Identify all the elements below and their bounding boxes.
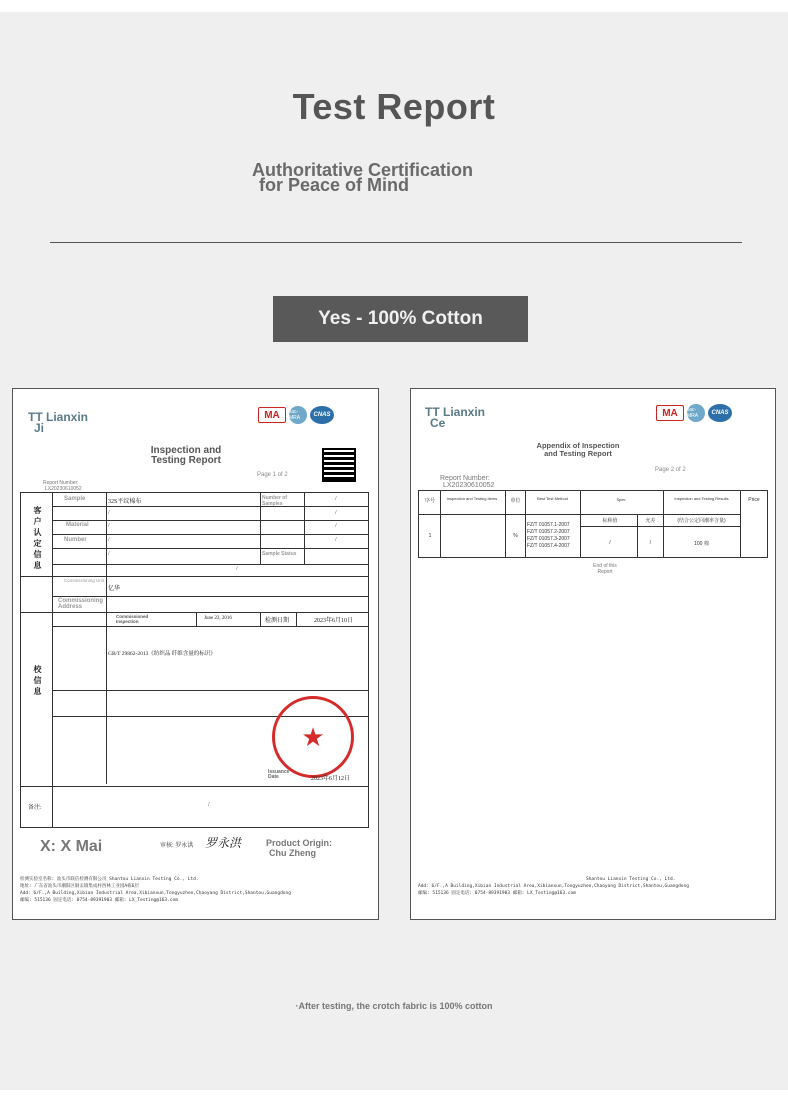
form-row-divider xyxy=(52,506,369,507)
address-line: 检测实验室名称: 汕头市联信检测有限公司 Shantou Lianxin Testing Co., Ltd. xyxy=(20,877,199,882)
row-nominal: / xyxy=(609,540,611,546)
report-number-label: Report Number: xyxy=(440,475,490,482)
address-line: Shantou Lianxin Testing Co., Ltd. xyxy=(586,877,676,882)
brand-line-2: Ji xyxy=(34,421,45,435)
report-number-label: Report Number: xyxy=(43,480,79,486)
method-line: FZ/T 01057.2-2007 xyxy=(527,529,570,535)
row-tolerance: / xyxy=(649,540,652,546)
form-col-divider xyxy=(196,612,197,626)
cnas-logo-icon: CNAS xyxy=(708,404,732,422)
slash: / xyxy=(236,566,238,572)
header-spec: Spec xyxy=(616,497,626,502)
divider xyxy=(50,242,742,243)
product-origin xyxy=(266,838,332,858)
address-line: Add: 6/F.,A Building,Xibian Industrial Area,Xibianxun,Tongyuzhen,Chaoyang District,Shantou,Guangdong xyxy=(20,891,291,896)
accreditation-logos xyxy=(258,406,334,424)
table-col-divider xyxy=(740,490,741,558)
lab-address xyxy=(418,876,770,897)
sample-value: 32S平纹棉布 xyxy=(108,499,142,505)
end-of-report xyxy=(580,563,630,575)
reviewer-name: 罗永洪 xyxy=(175,843,194,849)
ma-logo-icon: MA xyxy=(258,407,286,423)
slash: / xyxy=(108,537,110,543)
form-row-divider xyxy=(52,564,369,565)
report-number: LX20230610052 xyxy=(443,482,495,489)
commissioned-inspection-value: June 23, 2016 xyxy=(204,616,232,621)
address-line: 邮编: 515136 固定电话: 0754-89391903 邮箱: LX_Testing@163.com xyxy=(20,898,178,903)
sample-label: Sample xyxy=(64,496,86,502)
appendix-title xyxy=(520,442,636,458)
origin-label: Product Origin: xyxy=(266,838,332,848)
origin-value: Chu Zheng xyxy=(269,848,316,858)
inspection-date-label: 检测日期 xyxy=(265,618,290,624)
qr-code-icon xyxy=(322,448,356,482)
signature: 罗永洪 xyxy=(205,836,242,850)
form-row-divider xyxy=(20,786,369,787)
report-title-line-2: Testing Report xyxy=(151,455,221,466)
ilac-logo-icon: ilac-MRA xyxy=(687,404,705,422)
appendix-title-line-1: Appendix of Inspection xyxy=(536,441,620,450)
form-row-divider xyxy=(52,534,369,535)
form-row-divider xyxy=(52,690,369,691)
row-no: 1 xyxy=(428,533,432,539)
table-row-divider xyxy=(418,514,580,515)
header-item: Inspection and Testing Items xyxy=(446,496,498,501)
form-col-divider xyxy=(296,612,297,626)
issuance-date-value: 2023年6月12日 xyxy=(311,776,351,782)
standard-value: GB/T 29862-2013《纺织品 纤维含量的标识》 xyxy=(108,651,216,657)
brand-line-1: TT Lianxin xyxy=(28,410,88,424)
section-check-info: 校信息 xyxy=(33,665,42,696)
address-line: 地址: 广东省汕头市潮阳区铜盂镇集成村西林工业园A栋6层 xyxy=(20,884,139,889)
slash: / xyxy=(335,510,337,516)
reviewer xyxy=(160,840,193,849)
material-label: Material xyxy=(66,522,89,528)
sub-header-nominal: 标称值 xyxy=(602,518,618,524)
method-line: FZ/T 01057.3-2007 xyxy=(527,536,570,542)
cnas-logo-icon: CNAS xyxy=(310,406,334,424)
form-col-divider xyxy=(260,492,261,564)
reviewer-label: 审核: xyxy=(160,843,174,849)
page-number: Page 2 of 2 xyxy=(655,467,686,473)
remarks-label: 备注: xyxy=(28,805,42,811)
slash: / xyxy=(335,523,337,529)
commissioning-address-label: Commissioning Address xyxy=(58,598,104,610)
ilac-logo-icon: ilac-MRA xyxy=(289,406,307,424)
sub-header-tolerance: 允差 xyxy=(645,518,656,524)
form-row-divider xyxy=(20,576,369,577)
inspection-date-value: 2023年6月10日 xyxy=(314,618,354,624)
number-label: Number xyxy=(64,537,87,543)
cotton-badge: Yes - 100% Cotton xyxy=(273,296,528,342)
subtitle-line-2: for Peace of Mind xyxy=(259,175,410,195)
brand-line-2: Ce xyxy=(430,416,446,430)
subtitle-line-1: Authoritative Certification xyxy=(252,160,474,180)
form-row-divider xyxy=(52,626,369,627)
header-price: Price xyxy=(748,497,760,503)
commissioning-unit-label: Commissioning Unit xyxy=(64,578,105,583)
header-method: Best Test Method xyxy=(537,496,568,501)
form-row-divider xyxy=(52,596,369,597)
footnote: ·After testing, the crotch fabric is 100% cotton xyxy=(295,1001,493,1011)
sample-status-label: Sample Status xyxy=(262,551,297,557)
appendix-title-line-2: and Testing Report xyxy=(544,449,612,458)
method-line: FZ/T 01057.1-2007 xyxy=(527,522,570,528)
section-client-info: 客户认定信息 xyxy=(33,506,42,570)
report-number: LX20230610052 xyxy=(45,486,82,492)
official-seal-icon: ★ xyxy=(272,696,354,778)
lab-address xyxy=(20,876,370,904)
brand-name xyxy=(425,407,485,429)
slash: / xyxy=(335,496,337,502)
issuance-date-label: Issuance Date xyxy=(268,769,290,780)
brand-line-1: TT Lianxin xyxy=(425,405,485,419)
form-col-divider xyxy=(304,492,305,564)
header-result: Inspection and Testing Results xyxy=(674,496,729,501)
page-title: Test Report xyxy=(292,86,496,127)
method-line: FZ/T 01057.4-2007 xyxy=(527,543,570,549)
header-unit: 单位 xyxy=(510,498,521,504)
table-row-divider xyxy=(580,514,740,515)
form-row-divider xyxy=(52,520,369,521)
row-unit: % xyxy=(513,533,518,539)
table-col-divider xyxy=(663,490,664,558)
brand-name xyxy=(28,412,88,434)
slash: / xyxy=(335,537,337,543)
slash: / xyxy=(208,802,210,808)
ma-logo-icon: MA xyxy=(656,405,684,421)
form-row-divider xyxy=(52,548,369,549)
form-col-divider xyxy=(260,612,261,626)
commissioning-unit-value: 亿华 xyxy=(108,586,121,592)
header-no: 序号 xyxy=(424,498,435,504)
x-mai-label: X: X Mai xyxy=(40,838,103,855)
report-title xyxy=(138,446,234,466)
row-result: 100 棉 xyxy=(694,541,709,547)
sub-header-result: (结合公定回潮率含量) xyxy=(677,518,726,524)
form-col-divider xyxy=(52,492,53,828)
end-line-1: End of this xyxy=(593,563,617,569)
slash: / xyxy=(108,523,110,529)
slash: / xyxy=(108,510,110,516)
report-title-line-1: Inspection and xyxy=(150,445,222,456)
form-col-divider xyxy=(106,492,107,784)
row-methods xyxy=(527,522,579,550)
address-line: Add: 6/F.,A Building,Xibian Industrial Area,Xibianxun,Tongyuzhen,Chaoyang District,Shantou,Guangdong xyxy=(418,884,689,889)
end-line-2: Report xyxy=(597,569,613,575)
table-col-divider xyxy=(440,490,441,558)
form-row-divider xyxy=(20,612,369,613)
slash: / xyxy=(108,551,110,557)
page-number: Page 1 of 2 xyxy=(257,472,288,478)
table-col-divider xyxy=(580,490,581,558)
report-page-2 xyxy=(410,388,776,920)
address-line: 邮编: 515136 固定电话: 0754-89391903 邮箱: LX_Testing@163.com xyxy=(418,891,576,896)
table-row-divider xyxy=(580,526,740,527)
number-of-samples-label: Number of Samples xyxy=(262,495,287,507)
commissioned-inspection-label: Commissioned Inspection xyxy=(116,614,149,624)
table-col-divider xyxy=(525,490,526,558)
accreditation-logos xyxy=(656,404,732,422)
